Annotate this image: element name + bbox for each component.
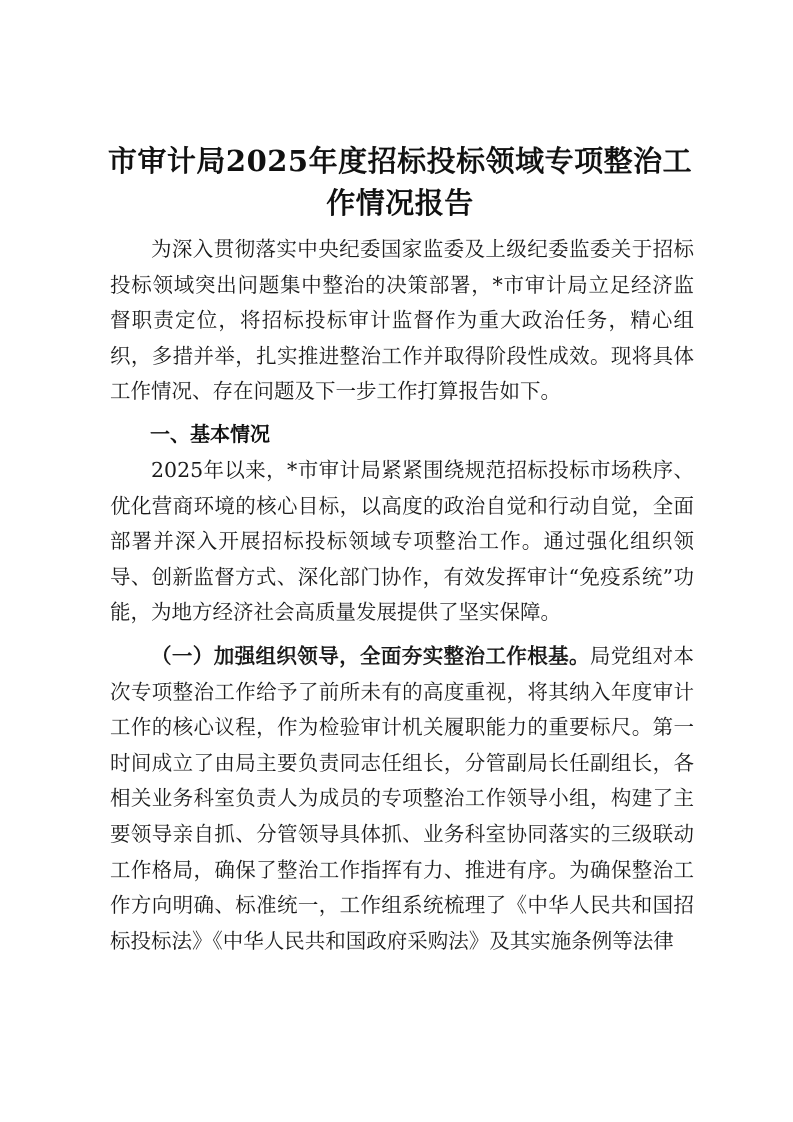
section-heading-basic-situation: 一、基本情况 xyxy=(150,422,270,446)
measure-body-text: 局党组对本次专项整治工作给予了前所未有的高度重视，将其纳入年度审计工作的核心议程，作为检验审计机关履职能力的重要标尺。第一时间成立了由局主要负责同志任组长，分管副局长任副组长，各相关业务科室负责人为成员的专项整治工作领导小组，构建了主要领导亲自抓、分管领导具体抓、业务科室协同落实的三级联动工作格局，确保了整治工作指挥有力、推进有序。为确保整治工作方向明确、标准统一，工作组系统梳理了《中华人民共和国招标投标法》《中华人民共和国政府采购法》及其实施条例等法律 xyxy=(110,644,695,953)
document-title: 市审计局2025年度招标投标领域专项整治工作情况报告 xyxy=(107,144,693,220)
overview-paragraph: 2025年以来，*市审计局紧紧围绕规范招标投标市场秩序、优化营商环境的核心目标，以高度的政治自觉和行动自觉，全面部署并深入开展招标投标领域专项整治工作。通过强化组织领导、创新监督方式、深化部门协作，有效发挥审计“免疫系统”功能，为地方经济社会高质量发展提供了坚实保障。 xyxy=(110,458,694,625)
measure-paragraph-organization xyxy=(110,639,694,959)
intro-paragraph: 为深入贯彻落实中央纪委国家监委及上级纪委监委关于招标投标领域突出问题集中整治的决策部署，*市审计局立足经济监督职责定位，将招标投标审计监督作为重大政治任务，精心组织，多措并举，扎实推进整治工作并取得阶段性成效。现将具体工作情况、存在问题及下一步工作打算报告如下。 xyxy=(110,237,694,404)
measure-lead-sentence: （一）加强组织领导，全面夯实整治工作根基。 xyxy=(151,644,590,668)
